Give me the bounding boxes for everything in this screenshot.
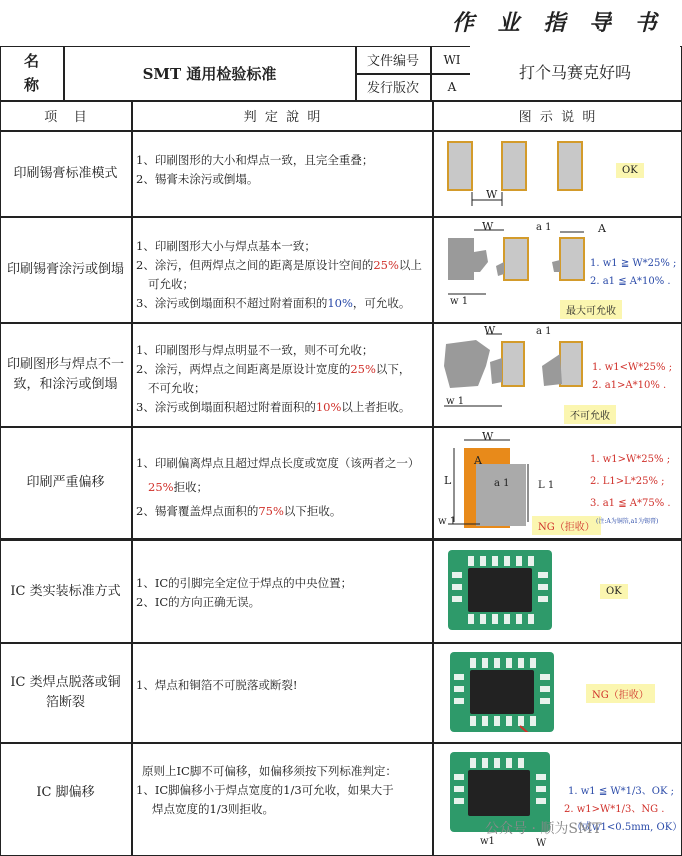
row-3-line-2: 2、涂污，两焊点之间距离是原设计宽度的25%以下，: [136, 362, 411, 376]
row-7-note-1: 1. w1 ≦ W*1/3、OK ;: [568, 786, 674, 797]
row-5-desc: [136, 574, 352, 612]
row-7-item: IC 脚偏移: [36, 785, 95, 800]
row-7-W-label: W: [536, 838, 547, 849]
row-2-line-2: 2、涂污，但两焊点之间的距离是原设计空间的25%以上: [136, 258, 422, 272]
row-4-note-3: 3. a1 ≦ A*75% .: [590, 498, 671, 509]
col-judgement: 判 定 說 明: [243, 110, 321, 125]
row-4-w1-label: w 1: [438, 516, 457, 527]
row-3-W-label: W: [484, 324, 496, 337]
row-4-note-2: 2. L1>L*25% ;: [590, 476, 665, 487]
row-4-W-label: W: [482, 430, 494, 443]
document-title: 作 业 指 导 书: [452, 10, 665, 36]
row-3-item: 印刷图形与焊点不一致，和涂污或倒塌: [6, 356, 124, 392]
row-4-L1-label: L 1: [538, 480, 555, 491]
row-4-L-label: L: [444, 474, 452, 487]
doc-no-value: WI: [443, 52, 461, 67]
row-1-item: 印刷锡膏标准模式: [13, 165, 118, 181]
row-4-a1-label: a 1: [494, 478, 510, 489]
row-5-line-2: 2、IC的方向正确无误。: [136, 595, 261, 609]
row-7-w1-label: w1: [480, 836, 495, 847]
row-3-line-1: 1、印刷图形与焊点明显不一致，则不可允收；: [136, 343, 374, 357]
row-4-desc: [136, 451, 419, 523]
row-4-A-label: A: [474, 454, 482, 467]
row-4-tag: NG（拒收）: [532, 516, 601, 535]
row-7-desc: [136, 762, 397, 819]
row-2-a1-label: a 1: [536, 222, 552, 233]
row-2-W-label: W: [482, 220, 494, 233]
row-7-line-3: 焊点宽度的1/3则拒收。: [152, 802, 275, 816]
row-4-line-2: 25%拒收；: [148, 480, 209, 494]
row-6-desc: [136, 676, 297, 695]
row-1-desc: [136, 151, 373, 189]
row-3-w1-label: w 1: [446, 396, 465, 407]
row-5-ic-board: [448, 550, 552, 630]
version-value: A: [447, 79, 457, 94]
row-1-line-2: 2、锡膏未涂污或倒塌。: [136, 172, 259, 186]
row-6-item: IC 类焊点脱落或铜箔断裂: [10, 674, 121, 710]
row-3-note-2: 2. a1>A*10% .: [592, 380, 667, 391]
row-3-desc: [136, 341, 410, 417]
row-4-line-1: 1、印刷偏离焊点且超过焊点长度或宽度（该两者之一）: [136, 456, 420, 470]
row-5-line-1: 1、IC的引脚完全定位于焊点的中央位置；: [136, 576, 353, 590]
row-4-line-3: 2、锡膏覆盖焊点面积的75%以下拒收。: [136, 504, 342, 518]
row-1-line-1: 1、印刷图形的大小和焊点一致，且完全重叠；: [136, 153, 374, 167]
row-7-note-2: 2. w1>W*1/3、NG .: [564, 804, 665, 815]
row-3-note-1: 1. w1<W*25% ;: [592, 362, 673, 373]
row-5-tag: OK: [600, 584, 628, 599]
row-2-tag: 最大可允收: [560, 300, 622, 319]
name-label: 名 称: [23, 52, 39, 94]
row-2-A-label: A: [598, 222, 606, 235]
doc-title: SMT 通用检验标准: [142, 64, 277, 83]
row-7-line-2: 1、IC脚偏移小于焊点宽度的1/3可允收，如果大于: [136, 783, 394, 797]
row-3-a1-label: a 1: [536, 326, 552, 337]
row-2-line-4: 3、涂污或倒塌面积不超过附着面积的10%，可允收。: [136, 296, 411, 310]
col-illustration: 图 示 说 明: [518, 110, 596, 125]
row-7-note-3: （或w1<0.5mm, OK）: [572, 822, 682, 833]
row-6-tag: NG（拒收）: [586, 684, 655, 703]
row-2-line-1: 1、印刷图形大小与焊点基本一致；: [136, 239, 316, 253]
watermark: 公众号 · 顺为SMT: [485, 821, 602, 837]
row-1-diagram: [440, 136, 590, 212]
row-6-ic-board: [450, 652, 554, 732]
doc-no-label: 文件编号: [366, 54, 419, 69]
row-7-line-1: 原则上IC脚不可偏移，如偏移须按下列标准判定：: [142, 764, 397, 778]
row-2-desc: [136, 237, 422, 313]
row-1-W-label: W: [486, 188, 498, 201]
row-2-line-3: 可允收；: [148, 277, 194, 291]
row-2-note-1: 1. w1 ≧ W*25% ;: [590, 258, 677, 269]
row-2-w1-label: w 1: [450, 296, 469, 307]
col-item: 项 目: [44, 110, 87, 125]
mosaic-overlay: 打个马赛克好吗: [470, 43, 680, 99]
row-4-small-note: (注:A为铜箔,a1为锡膏): [596, 518, 659, 525]
row-6-line-1: 1、焊点和铜箔不可脱落或断裂!: [136, 678, 298, 692]
row-3-tag: 不可允收: [564, 405, 616, 424]
row-2-item: 印刷锡膏涂污或倒塌: [6, 261, 124, 277]
version-label: 发行版次: [366, 81, 419, 96]
row-3-line-3: 不可允收；: [148, 381, 206, 395]
row-2-note-2: 2. a1 ≦ A*10% .: [590, 276, 671, 287]
row-1-tag: OK: [616, 163, 644, 178]
row-4-note-1: 1. w1>W*25% ;: [590, 454, 671, 465]
row-5-item: IC 类实装标准方式: [10, 583, 121, 599]
row-4-item: 印刷严重偏移: [26, 474, 105, 490]
row-3-line-4: 3、涂污或倒塌面积超过附着面积的10%以上者拒收。: [136, 400, 411, 414]
